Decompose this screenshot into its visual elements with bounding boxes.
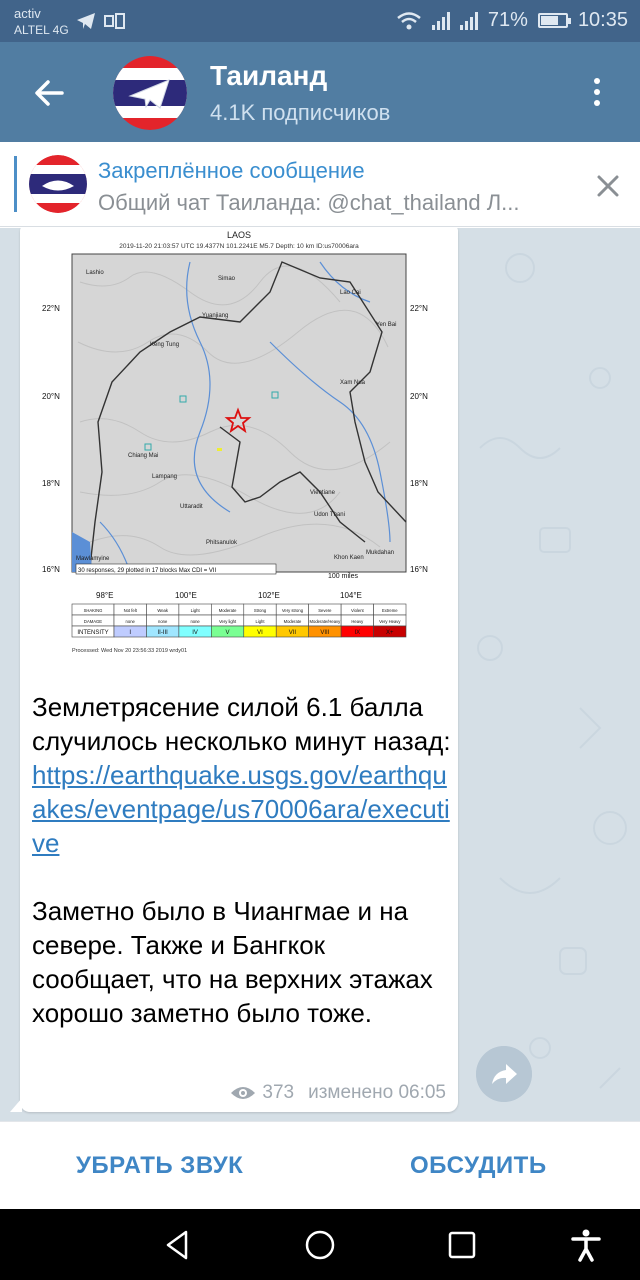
lon-label: 102°E [258,591,280,600]
post-text-part: Землетрясение силой 6.1 балла случилось несколько минут назад: [32,692,451,756]
wifi-icon [396,11,422,31]
post-paragraph-2: Заметно было в Чиангмае и на севере. Также и Бангкок сообщает, что на верхних этажах хорошо заметно было тоже. [32,896,433,1028]
legend-label: none [158,619,168,624]
channel-avatar[interactable] [113,56,187,130]
nav-home-icon[interactable] [302,1227,338,1263]
earthquake-map-image[interactable] [20,228,458,674]
legend-label: Very light [218,619,237,624]
post-paragraph-1 [32,690,452,860]
pinned-accent-bar [14,156,17,212]
mute-button[interactable]: УБРАТЬ ЗВУК [76,1152,244,1179]
map-place: Keng Tung [150,342,180,348]
legend-label: II-III [157,630,168,636]
clock: 10:35 [577,9,628,31]
legend-label: VIII [320,630,330,636]
map-place: Chiang Mai [128,453,159,459]
lat-label: 22°N [42,304,60,313]
map-place: Mukdahan [366,550,395,556]
nav-back-icon[interactable] [160,1227,196,1263]
legend-label: Light [190,608,200,613]
legend-label: DAMAGE [83,619,103,624]
map-place: Yen Bai [376,322,397,328]
lon-label: 104°E [340,591,362,600]
map-responses: 30 responses, 29 plotted in 17 blocks Max CDI = VII [78,568,217,574]
lat-label: 18°N [410,479,428,488]
carrier-line1: activ [14,6,41,21]
lat-label: 16°N [410,565,428,574]
carrier-info [14,6,69,38]
legend-label: Light [255,619,265,624]
system-navigation-bar [0,1209,640,1280]
legend-label: none [190,619,200,624]
post-text [32,690,452,1030]
lat-label: 16°N [42,565,60,574]
lat-label: 20°N [410,392,428,401]
notification-icons [76,12,126,30]
close-pinned-icon[interactable] [592,170,624,202]
map-place: Vientiane [310,490,335,496]
map-country-label: LAOS [226,230,252,240]
status-right [396,9,628,32]
channel-title[interactable]: Таиланд [210,60,328,91]
map-place: Mawlamyine [76,556,110,562]
legend-label: Not felt [123,608,137,613]
usgs-link[interactable]: https://earthquake.usgs.gov/earthquakes/eventpage/us70006ara/executive [32,760,450,858]
legend-label: X+ [386,630,394,636]
intensity-legend [72,604,406,637]
legend-label: I [129,630,132,636]
map-place: Lampang [152,474,178,480]
legend-label: Weak [157,608,168,613]
map-place: Uttaradit [180,504,203,510]
map-place: Udon Thani [314,512,345,518]
legend-label: none [125,619,135,624]
legend-label: Extreme [381,608,398,613]
legend-label: VII [288,630,297,636]
map-place: Lashio [86,270,104,276]
battery-percent: 71% [487,9,528,31]
lat-label: 22°N [410,304,428,313]
legend-label: IX [354,630,361,636]
legend-label: Moderate [218,608,237,613]
map-caption: 2019-11-20 21:03:57 UTC 19.4377N 101.2241E M5.7 Depth: 10 km ID:us70006ara [119,243,359,250]
map-place: Simao [218,276,236,282]
chat-area[interactable] [0,228,640,1121]
map-processed: Processed: Wed Nov 20 23:56:33 2019 wrdy01 [72,648,188,654]
map-place: Phitsanulok [206,540,238,546]
map-place: Xam Nua [340,380,366,386]
lat-label: 20°N [42,392,60,401]
pinned-title: Закреплённое сообщение [98,158,365,183]
accessibility-icon[interactable] [568,1227,604,1263]
battery-icon [538,13,568,28]
nav-recents-icon[interactable] [444,1227,480,1263]
legend-label: Very strong [281,608,304,613]
app-notification-icon [104,12,126,30]
legend-label: INTENSITY [77,630,109,636]
discuss-button[interactable]: ОБСУДИТЬ [410,1152,547,1179]
more-menu-icon[interactable] [584,76,610,110]
lat-label: 18°N [42,479,60,488]
lon-label: 100°E [175,591,197,600]
legend-label: Severe [318,608,332,613]
back-arrow-icon[interactable] [32,76,66,110]
legend-label: Very Heavy [379,619,401,624]
signal-sim2-icon [460,12,478,30]
edited-label: изменено 06:05 [308,1082,446,1103]
legend-label: IV [192,630,198,636]
share-button[interactable] [476,1046,532,1102]
legend-label: Strong [253,608,267,613]
channel-post[interactable] [20,228,458,1112]
legend-label: Moderate [283,619,302,624]
eye-icon [230,1084,256,1102]
status-bar [0,0,640,42]
signal-sim1-icon [432,12,450,30]
pinned-message-bar[interactable] [0,142,640,227]
legend-label: SHAKING [83,608,103,613]
map-place: Khon Kaen [334,555,364,561]
map-place: Yuanjiang [202,313,229,319]
pinned-text: Общий чат Таиланда: @chat_thailand Л... [98,190,520,215]
legend-label: V [225,630,230,636]
legend-label: VI [257,630,263,636]
legend-label: Violent [350,608,364,613]
lon-label: 98°E [96,591,114,600]
carrier-line2: ALTEL 4G [14,23,69,37]
pinned-thumbnail [29,155,87,213]
map-scale: 100 miles [328,573,358,580]
legend-label: Moderate/Heavy [309,619,341,624]
map-place: Lao Cai [340,290,361,296]
telegram-notification-icon [76,12,96,30]
channel-header [0,42,640,142]
view-count: 373 [262,1082,295,1103]
subscriber-count: 4.1K подписчиков [210,100,391,125]
post-meta [230,1082,446,1104]
legend-label: Heavy [351,619,364,624]
channel-action-bar [0,1121,640,1209]
